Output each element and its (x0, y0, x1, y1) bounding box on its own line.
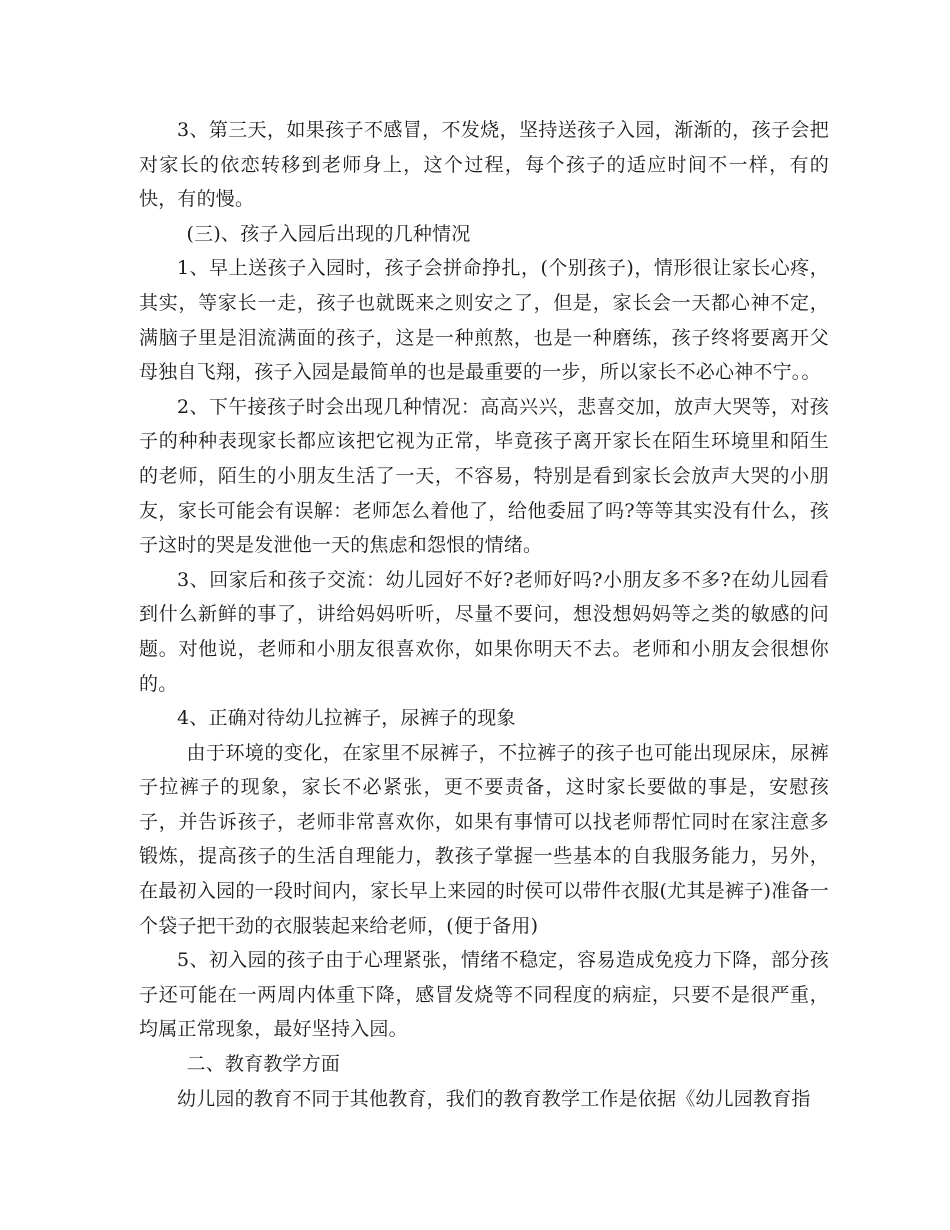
section-heading-situations: (三)、孩子入园后出现的几种情况 (186, 222, 471, 245)
paragraph-education-intro: 幼儿园的教育不同于其他教育，我们的教育教学工作是依据《幼儿园教育指 (177, 1087, 811, 1110)
paragraph-toilet-accidents: 由于环境的变化，在家里不尿裤子，不拉裤子的孩子也可能出现尿床，尿裤子拉裤子的现象，家长不必紧张，更不要责备，这时家长要做的事是，安慰孩子，并告诉孩子，老师非常喜欢你，如果有事情可以找老师帮忙同时在家注意多锻炼，提高孩子的生活自理能力，教孩子掌握一些基本的自我服务能力，另外，在最初入园的一段时间内，家长早上来园的时侯可以带件衣服(尤其是裤子)准备一个袋子把干劲的衣服装起来给老师，(便于备用) (139, 741, 829, 937)
paragraph-day-three: 3、第三天，如果孩子不感冒，不发烧，坚持送孩子入园，渐渐的，孩子会把对家长的依恋转移到老师身上，这个过程，每个孩子的适应时间不一样，有的快，有的慢。 (139, 119, 829, 211)
section-heading-education: 二、教育教学方面 (186, 1053, 341, 1076)
document-body (139, 113, 829, 1116)
paragraph-home-communication: 3、回家后和孩子交流：幼儿园好不好?老师好吗?小朋友多不多?在幼儿园看到什么新鲜的事了，讲给妈妈听听，尽量不要问，想没想妈妈等之类的敏感的问题。对他说，老师和小朋友很喜欢你，如果你明天不去。老师和小朋友会很想你的。 (139, 568, 829, 695)
paragraph-afternoon-pickup: 2、下午接孩子时会出现几种情况：高高兴兴，悲喜交加，放声大哭等，对孩子的种种表现家长都应该把它视为正常，毕竟孩子离开家长在陌生环境里和陌生的老师，陌生的小朋友生活了一天，不容易，特别是看到家长会放声大哭的小朋友，家长可能会有误解：老师怎么着他了，给他委屈了吗?等等其实没有什么，孩子这时的哭是发泄他一天的焦虑和怨恨的情绪。 (139, 395, 829, 557)
subheading-toilet-accidents: 4、正确对待幼儿拉裤子，尿裤子的现象 (177, 707, 516, 730)
paragraph-morning-dropoff: 1、早上送孩子入园时，孩子会拼命挣扎，(个别孩子)，情形很让家长心疼，其实，等家长一走，孩子也就既来之则安之了，但是，家长会一天都心神不定，满脑子里是泪流满面的孩子，这是一种煎熬，也是一种磨练，孩子终将要离开父母独自飞翔，孩子入园是最简单的也是最重要的一步，所以家长不必心神不宁。。 (139, 257, 829, 384)
paragraph-immunity: 5、初入园的孩子由于心理紧张，情绪不稳定，容易造成免疫力下降，部分孩子还可能在一两周内体重下降，感冒发烧等不同程度的病症，只要不是很严重，均属正常现象，最好坚持入园。 (139, 949, 829, 1041)
